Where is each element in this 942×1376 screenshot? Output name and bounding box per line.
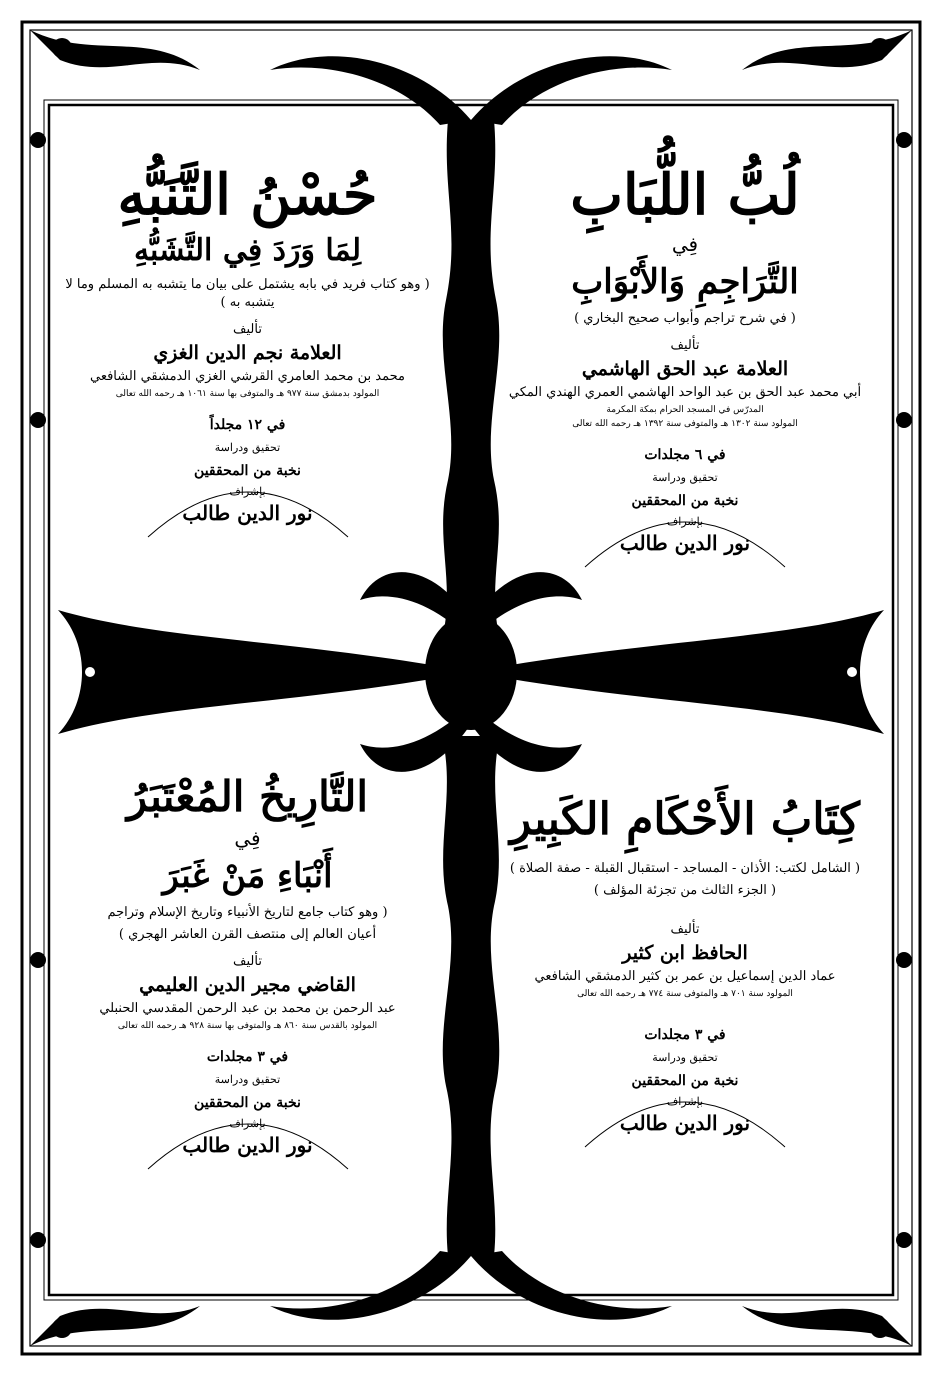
author-full-name: عبد الرحمن بن محمد بن عبد الرحمن المقدسي الحنبلي bbox=[99, 1001, 396, 1016]
editors-seal bbox=[138, 1089, 358, 1175]
committee-name: نخبة من المحققين bbox=[631, 1073, 739, 1089]
author-name: العلامة عبد الحق الهاشمي bbox=[581, 358, 789, 380]
author-full-name: محمد بن محمد العامري القرشي الغزي الدمشقي الشافعي bbox=[89, 369, 405, 384]
author-dates: المولود بدمشق سنة ٩٧٧ هـ والمتوفى بها سنة ١٠٦١ هـ رحمه الله تعالى bbox=[115, 389, 380, 399]
author-name: العلامة نجم الدين الغزي bbox=[153, 342, 342, 364]
committee-name: نخبة من المحققين bbox=[194, 1095, 301, 1111]
committee-name: نخبة من المحققين bbox=[194, 463, 301, 479]
supervisor-name: نور الدين طالب bbox=[182, 501, 313, 525]
author-note: المدرّس في المسجد الحرام بمكة المكرمة bbox=[606, 405, 764, 415]
authored-label: تأليف bbox=[670, 338, 700, 353]
book-description: ( وهو كتاب فريد في بابه يشتمل على بيان ما يتشبه به المسلم وما لا يتشبه به ) bbox=[65, 277, 430, 310]
authored-label: تأليف bbox=[233, 954, 262, 969]
author-dates: المولود بالقدس سنة ٨٦٠ هـ والمتوفى بها سنة ٩٢٨ هـ رحمه الله تعالى bbox=[117, 1021, 378, 1031]
book-title: لُبُّ اللُّبَابِ bbox=[570, 162, 800, 228]
book-title: التَّارِيخُ المُعْتَبَرُ bbox=[126, 772, 369, 821]
book-subtitle: التَّرَاجِمِ وَالأَبْوَابِ bbox=[571, 262, 799, 302]
tahqiq-label: تحقيق ودراسة bbox=[652, 471, 718, 484]
volume-count: في ٦ مجلدات bbox=[644, 447, 726, 463]
supervision-label: بإشراف bbox=[666, 1095, 704, 1108]
tahqiq-label: تحقيق ودراسة bbox=[214, 1073, 281, 1086]
supervisor-name: نور الدين طالب bbox=[619, 531, 751, 555]
supervision-label: بإشراف bbox=[229, 1117, 266, 1130]
book-description-line-1: ( وهو كتاب جامع لتاريخ الأنبياء وتاريخ الإسلام وتراجم bbox=[107, 905, 388, 920]
author-full-name: عماد الدين إسماعيل بن عمر بن كثير الدمشقي الشافعي bbox=[534, 969, 836, 984]
volume-count: في ١٢ مجلداً bbox=[209, 417, 286, 433]
author-dates: المولود سنة ١٣٠٢ هـ والمتوفى سنة ١٣٩٢ هـ رحمه الله تعالى bbox=[572, 419, 798, 429]
volume-count: في ٣ مجلدات bbox=[206, 1049, 289, 1065]
author-dates: المولود سنة ٧٠١ هـ والمتوفى سنة ٧٧٤ هـ رحمه الله تعالى bbox=[577, 989, 793, 999]
book-top-right bbox=[495, 160, 875, 573]
book-title-connector: فِي bbox=[671, 232, 699, 256]
author-name: القاضي مجير الدين العليمي bbox=[139, 974, 356, 996]
supervisor-name: نور الدين طالب bbox=[619, 1111, 751, 1135]
tahqiq-label: تحقيق ودراسة bbox=[652, 1051, 718, 1064]
book-bottom-left bbox=[60, 770, 435, 1175]
tahqiq-label: تحقيق ودراسة bbox=[214, 441, 281, 454]
book-description: ( في شرح تراجم وأبواب صحيح البخاري ) bbox=[574, 311, 796, 326]
book-subtitle: أَنْبَاءِ مَنْ غَبَرَ bbox=[162, 856, 333, 896]
authored-label: تأليف bbox=[670, 922, 700, 937]
editors-seal bbox=[138, 457, 358, 543]
authored-label: تأليف bbox=[233, 322, 262, 337]
supervisor-name: نور الدين طالب bbox=[182, 1133, 313, 1157]
book-description-line-2: أعيان العالم إلى منتصف القرن العاشر الهجري ) bbox=[118, 927, 377, 942]
author-full-name: أبي محمد عبد الحق بن عبد الواحد الهاشمي العمري الهندي المكي bbox=[508, 385, 862, 400]
book-title-connector: فِي bbox=[234, 826, 261, 850]
committee-name: نخبة من المحققين bbox=[631, 493, 739, 509]
book-top-left bbox=[60, 160, 435, 543]
editors-seal bbox=[575, 487, 795, 573]
supervision-label: بإشراف bbox=[666, 515, 704, 528]
book-bottom-right bbox=[495, 770, 875, 1153]
book-title: حُسْنُ التَّنَبُّهِ bbox=[117, 162, 378, 228]
book-description: ( الشامل لكتب: الأذان - المساجد - استقبال القبلة - صفة الصلاة ) bbox=[509, 861, 861, 876]
book-title: كِتَابُ الأَحْكَامِ الكَبِيرِ bbox=[510, 794, 860, 845]
author-name: الحافظ ابن كثير bbox=[622, 942, 748, 964]
editors-seal bbox=[575, 1067, 795, 1153]
book-part: ( الجزء الثالث من تجزئة المؤلف ) bbox=[593, 883, 777, 898]
book-subtitle: لِمَا وَرَدَ فِي التَّشَبُّهِ bbox=[133, 233, 362, 268]
supervision-label: بإشراف bbox=[229, 485, 266, 498]
volume-count: في ٣ مجلدات bbox=[644, 1027, 726, 1043]
